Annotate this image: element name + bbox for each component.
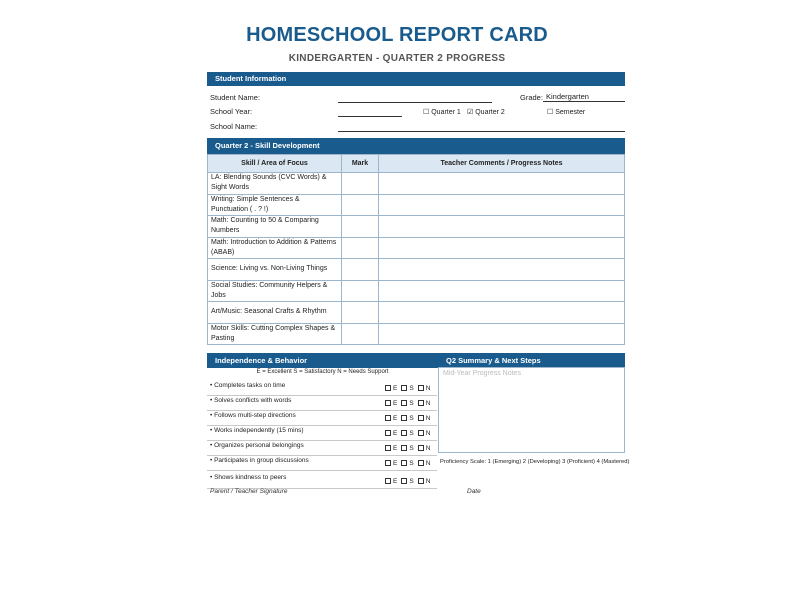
comment-cell[interactable] (379, 216, 625, 238)
behavior-item: • Works independently (15 mins) (210, 427, 304, 434)
signature-label: Parent / Teacher Signature (210, 488, 288, 495)
checkbox-icon (401, 400, 407, 406)
checkbox-icon (418, 400, 424, 406)
rating-s[interactable]: S (401, 445, 413, 452)
skill-name: LA: Blending Sounds (CVC Words) & Sight Words (208, 173, 342, 195)
summary-notes-box[interactable] (438, 367, 625, 453)
quarter1-label: Quarter 1 (431, 109, 461, 116)
checkbox-icon (401, 445, 407, 451)
quarter2-label: Quarter 2 (475, 109, 505, 116)
student-name-field[interactable] (338, 92, 492, 103)
student-name-label: Student Name: (210, 93, 261, 102)
mark-cell[interactable] (342, 216, 379, 238)
behavior-item: • Shows kindness to peers (210, 474, 287, 481)
skill-name: Writing: Simple Sentences & Punctuation ( . ? !) (208, 194, 342, 216)
behavior-item: • Follows multi-step directions (210, 412, 296, 419)
table-row (208, 302, 625, 324)
behavior-item: • Participates in group discussions (210, 457, 309, 464)
behavior-row (207, 455, 437, 471)
comment-cell[interactable] (379, 302, 625, 324)
checkbox-icon (418, 430, 424, 436)
col-mark: Mark (342, 155, 379, 173)
table-row (208, 259, 625, 281)
mark-cell[interactable] (342, 173, 379, 195)
rating-s[interactable]: S (401, 385, 413, 392)
proficiency-scale: Proficiency Scale: 1 (Emerging) 2 (Developing) 3 (Proficient) 4 (Mastered) (440, 459, 630, 465)
rating-options (385, 445, 434, 452)
checkbox-icon (401, 385, 407, 391)
comment-cell[interactable] (379, 237, 625, 259)
rating-e[interactable]: E (385, 478, 397, 485)
behavior-item: • Solves conflicts with words (210, 397, 292, 404)
school-name-label: School Name: (210, 122, 258, 131)
rating-s[interactable]: S (401, 478, 413, 485)
behavior-row (207, 380, 437, 396)
skill-name: Motor Skills: Cutting Complex Shapes & Pasting (208, 323, 342, 345)
checkbox-icon (401, 460, 407, 466)
behavior-row (207, 472, 437, 489)
semester-checkbox[interactable]: ☐ (547, 109, 554, 116)
rating-s[interactable]: S (401, 460, 413, 467)
semester-option[interactable] (547, 108, 585, 116)
quarter1-option[interactable] (423, 108, 461, 116)
rating-e[interactable]: E (385, 445, 397, 452)
skill-name: Social Studies: Community Helpers & Jobs (208, 280, 342, 302)
rating-s[interactable]: S (401, 430, 413, 437)
mark-cell[interactable] (342, 237, 379, 259)
behavior-item: • Organizes personal belongings (210, 442, 304, 449)
checkbox-icon (418, 415, 424, 421)
checkbox-icon (418, 460, 424, 466)
date-label: Date (467, 488, 481, 495)
checkbox-icon (401, 415, 407, 421)
student-info-header: Student Information (207, 72, 625, 86)
quarter1-checkbox[interactable]: ☐ (423, 109, 430, 116)
comment-cell[interactable] (379, 173, 625, 195)
behavior-item: • Completes tasks on time (210, 382, 286, 389)
rating-options (385, 478, 434, 485)
rating-e[interactable]: E (385, 430, 397, 437)
behavior-legend: E = Excellent S = Satisfactory N = Needs Support (256, 369, 389, 375)
skill-name: Art/Music: Seasonal Crafts & Rhythm (208, 302, 342, 324)
col-skill: Skill / Area of Focus (208, 155, 342, 173)
table-row (208, 194, 625, 216)
page-subtitle: KINDERGARTEN - QUARTER 2 PROGRESS (288, 53, 506, 64)
rating-options (385, 415, 434, 422)
rating-options (385, 400, 434, 407)
rating-e[interactable]: E (385, 415, 397, 422)
rating-options (385, 460, 434, 467)
rating-n[interactable]: N (418, 478, 431, 485)
checkbox-icon (401, 430, 407, 436)
table-row (208, 323, 625, 345)
behavior-row (207, 440, 437, 456)
checkbox-icon (418, 385, 424, 391)
school-year-label: School Year: (210, 107, 253, 116)
comment-cell[interactable] (379, 323, 625, 345)
rating-s[interactable]: S (401, 415, 413, 422)
checkbox-icon (385, 478, 391, 484)
checkbox-icon (385, 460, 391, 466)
rating-n[interactable]: N (418, 385, 431, 392)
skills-header: Quarter 2 - Skill Development (207, 138, 625, 154)
checkbox-icon (401, 478, 407, 484)
skill-name: Math: Introduction to Addition & Patterns (ABAB) (208, 237, 342, 259)
comment-cell[interactable] (379, 194, 625, 216)
skill-name: Science: Living vs. Non-Living Things (208, 259, 342, 281)
table-row (208, 280, 625, 302)
behavior-header: Independence & Behavior (207, 353, 438, 368)
behavior-row (207, 410, 437, 426)
rating-s[interactable]: S (401, 400, 413, 407)
mark-cell[interactable] (342, 259, 379, 281)
comment-cell[interactable] (379, 280, 625, 302)
rating-e[interactable]: E (385, 385, 397, 392)
rating-e[interactable]: E (385, 400, 397, 407)
table-row (208, 173, 625, 195)
rating-n[interactable]: N (418, 415, 431, 422)
mark-cell[interactable] (342, 323, 379, 345)
checkbox-icon (385, 400, 391, 406)
summary-placeholder: Mid-Year Progress Notes (443, 370, 521, 377)
checkbox-icon (385, 430, 391, 436)
col-comments: Teacher Comments / Progress Notes (379, 155, 625, 173)
checkbox-icon (418, 445, 424, 451)
grade-field[interactable] (543, 91, 625, 102)
table-row (208, 237, 625, 259)
rating-n[interactable]: N (418, 400, 431, 407)
mark-cell[interactable] (342, 302, 379, 324)
checkbox-icon (385, 415, 391, 421)
rating-e[interactable]: E (385, 460, 397, 467)
quarter2-option[interactable] (467, 108, 505, 116)
rating-n[interactable]: N (418, 430, 431, 437)
rating-n[interactable]: N (418, 460, 431, 467)
summary-header: Q2 Summary & Next Steps (438, 353, 625, 368)
page-title: HOMESCHOOL REPORT CARD (246, 24, 548, 46)
behavior-row (207, 425, 437, 441)
quarter2-checkbox[interactable]: ☑ (467, 109, 474, 116)
rating-options (385, 430, 434, 437)
mark-cell[interactable] (342, 280, 379, 302)
grade-label: Grade: (520, 93, 543, 102)
table-row (208, 216, 625, 238)
checkbox-icon (385, 385, 391, 391)
skills-table-header-row (208, 155, 625, 173)
semester-label: Semester (555, 109, 586, 116)
skills-table (207, 154, 625, 345)
checkbox-icon (385, 445, 391, 451)
school-name-field[interactable] (338, 121, 625, 132)
rating-options (385, 385, 434, 392)
rating-n[interactable]: N (418, 445, 431, 452)
comment-cell[interactable] (379, 259, 625, 281)
grade-value: Kindergarten (546, 92, 589, 101)
behavior-row (207, 395, 437, 411)
checkbox-icon (418, 478, 424, 484)
skill-name: Math: Counting to 50 & Comparing Numbers (208, 216, 342, 238)
mark-cell[interactable] (342, 194, 379, 216)
school-year-field[interactable] (338, 106, 402, 117)
